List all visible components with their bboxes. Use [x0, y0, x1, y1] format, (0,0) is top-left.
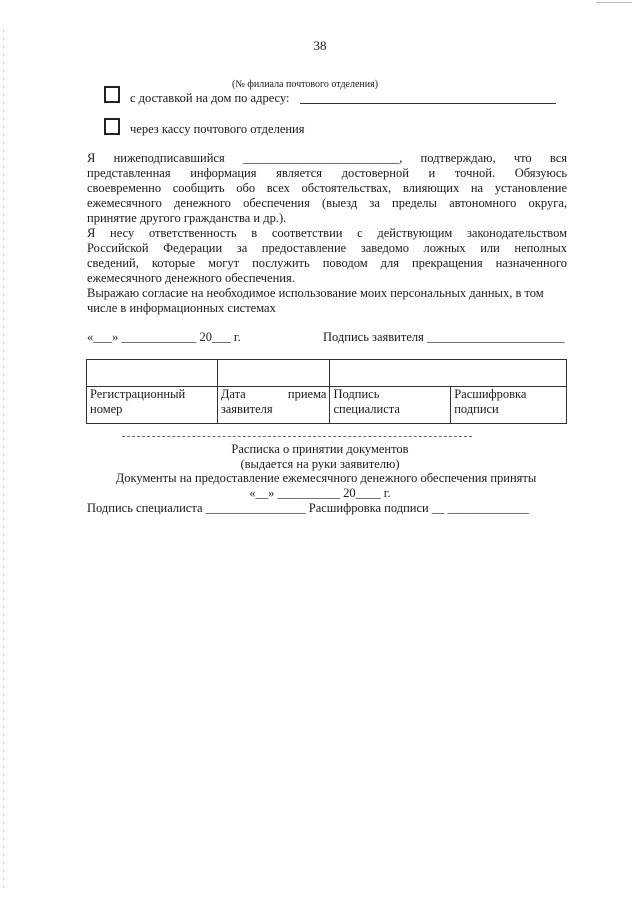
receipt-accepted-text: Документы на предоставление ежемесячного денежного обеспечения приняты [115, 471, 537, 485]
branch-note: (№ филиала почтового отделения) [232, 79, 379, 90]
responsibility-line-2: Российской Федерации за предоставление заведомо ложных или неполных [87, 241, 567, 255]
date-month-blank[interactable]: ____________ [121, 330, 197, 344]
decoding-blank[interactable]: __ _____________ [431, 501, 529, 515]
table-cell[interactable] [330, 360, 567, 387]
responsibility-line-4: ежемесячного денежного обеспечения. [87, 271, 295, 285]
date-day-blank[interactable]: ___ [93, 330, 112, 344]
confirmation-line-5: принятие другого гражданства и др.). [87, 211, 287, 225]
date-year-blank[interactable]: ___ [212, 330, 231, 344]
confirmation-line-3: своевременно сообщить обо всех обстоятельствах, влияющих на установление [87, 181, 568, 195]
date-line: «___» ____________ 20___ г. [87, 330, 241, 344]
column-signature-decoding: Расшифровка подписи [451, 387, 567, 424]
column-specialist-signature: Подпись специалиста [330, 387, 451, 424]
responsibility-line-1: Я несу ответственность в соответствии с действующим законодательством [87, 226, 568, 240]
address-line[interactable] [300, 92, 556, 104]
confirmation-line-2: представленная информация является достоверной и точной. Обязуюсь [87, 166, 568, 180]
column-receipt-date: Дата приема заявителя [217, 387, 330, 424]
responsibility-line-3: сведений, которые могут послужить поводом для прекращения назначенного [87, 256, 568, 270]
post-office-cash-checkbox[interactable] [104, 118, 120, 135]
table-cell[interactable] [87, 360, 218, 387]
scan-edge-line [596, 2, 632, 3]
consent-paragraph: Выражаю согласие на необходимое использование моих персональных данных, в том числе в информационных системах [87, 286, 544, 315]
applicant-signature-blank[interactable]: ______________________ [426, 330, 565, 344]
applicant-signature-line [323, 330, 564, 345]
home-delivery-label: с доставкой на дом по адресу: [130, 91, 290, 105]
receipt-subtitle: (выдается на руки заявителю) [240, 457, 400, 471]
home-delivery-checkbox[interactable] [104, 86, 120, 103]
receipt-title: Расписка о принятии документов [231, 442, 409, 456]
confirmation-line-1: Я нижеподписавшийся _________________________, подтверждаю, что вся [87, 151, 568, 165]
table-input-row [87, 360, 567, 387]
table-label-row [87, 387, 567, 424]
specialist-signature-blank[interactable]: ________________ [205, 501, 306, 515]
page-number: 38 [313, 38, 327, 53]
specialist-signature-label: Подпись специалиста [87, 501, 203, 515]
confirmation-line-4: ежемесячного денежного обеспечения (выезд за пределы автономного округа, [87, 196, 568, 210]
decoding-label: Расшифровка подписи [308, 501, 429, 515]
post-office-cash-label: через кассу почтового отделения [130, 122, 305, 136]
table-cell[interactable] [217, 360, 330, 387]
receipt-date[interactable]: «__» __________ 20____ г. [249, 486, 391, 500]
receipt-signature-line [87, 501, 529, 516]
cut-line [122, 436, 472, 437]
column-registration-number: Регистрационный номер [87, 387, 218, 424]
registration-table [86, 359, 567, 424]
applicant-signature-label: Подпись заявителя [323, 330, 424, 344]
